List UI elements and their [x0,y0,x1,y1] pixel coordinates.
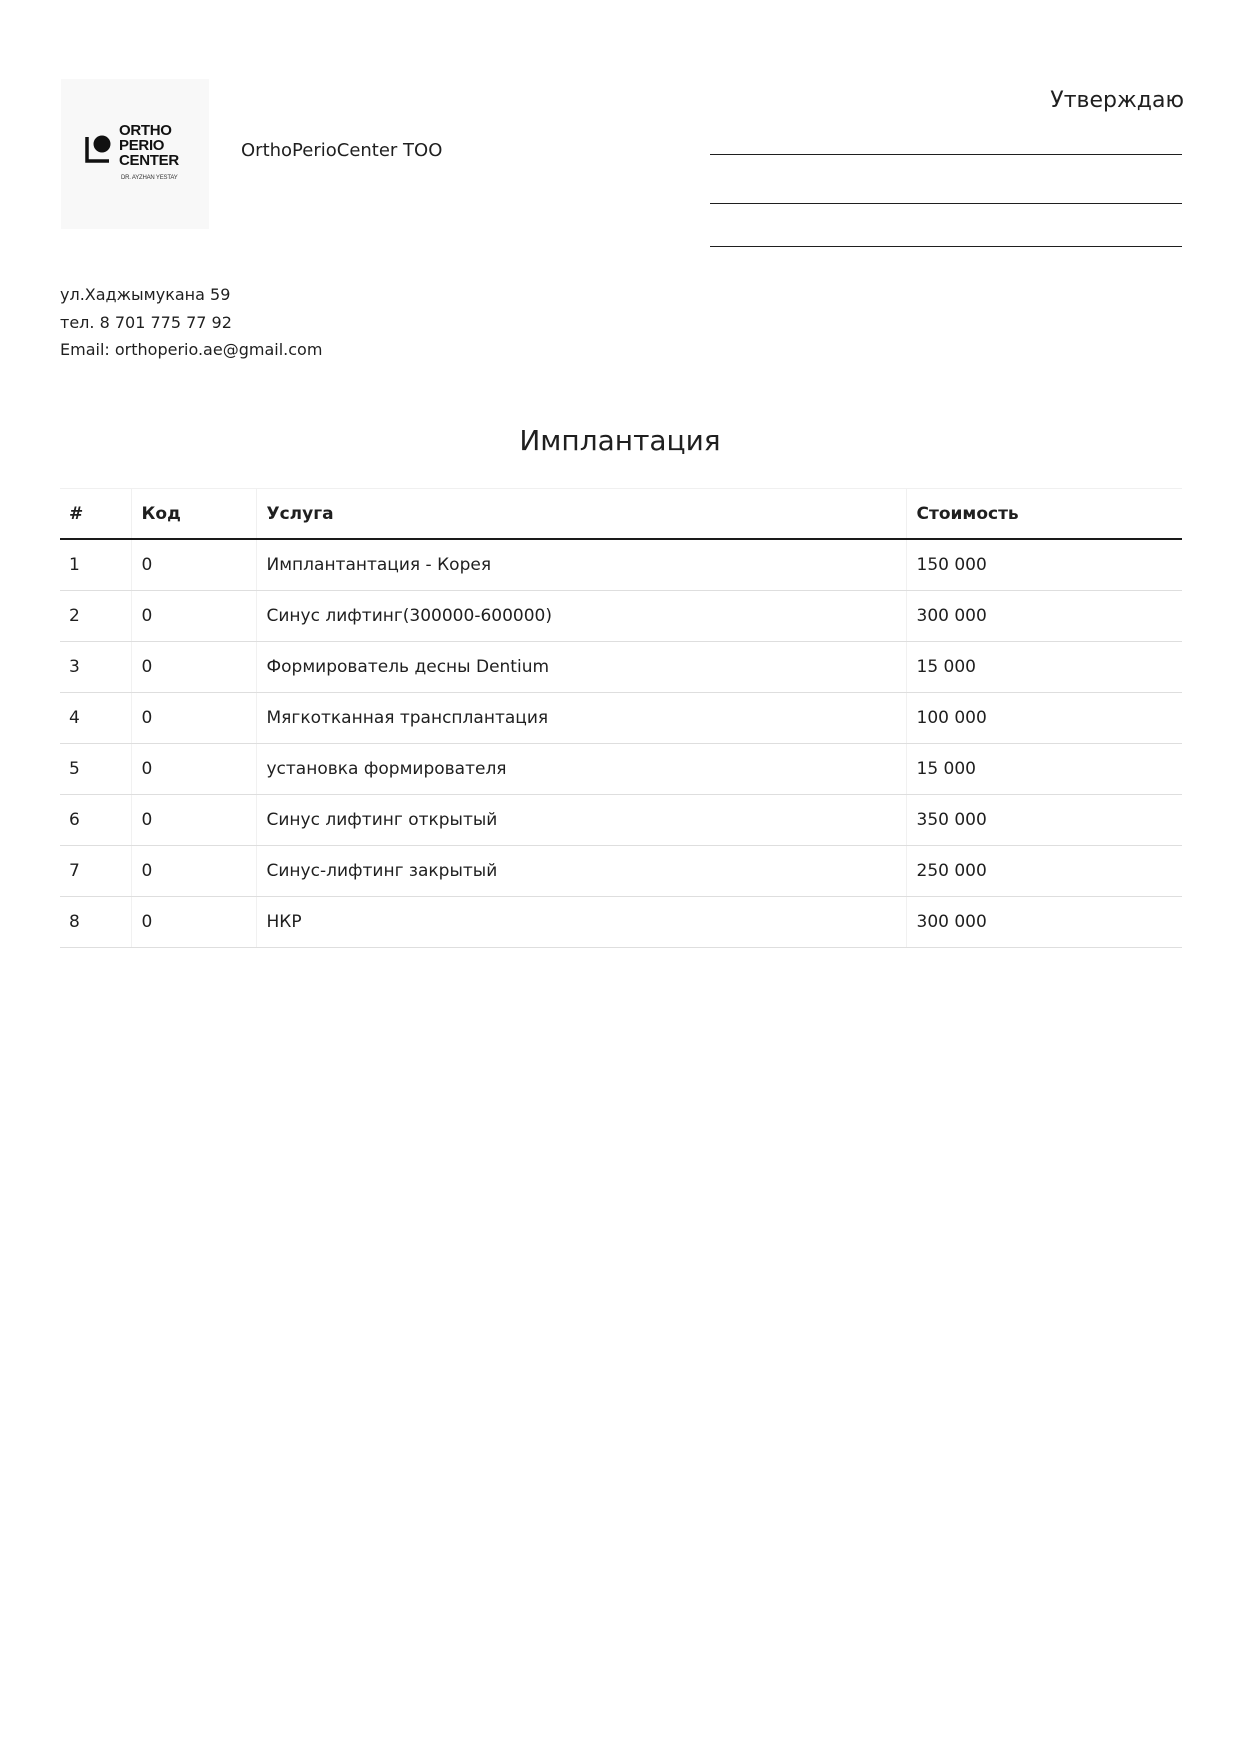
cell-service: Имплантантация - Корея [256,539,906,591]
price-table [60,488,1182,948]
cell-price: 250 000 [906,846,1182,897]
cell-code: 0 [131,539,256,591]
document-title: Имплантация [519,424,721,457]
table-row [60,846,1182,897]
logo-wordmark [119,123,179,168]
cell-price: 15 000 [906,642,1182,693]
logo-mark-icon [85,133,113,163]
column-header-number: # [60,489,131,540]
column-header-code: Код [131,489,256,540]
cell-number: 4 [60,693,131,744]
cell-code: 0 [131,897,256,948]
company-logo [61,79,209,229]
table-header-row [60,489,1182,540]
cell-number: 2 [60,591,131,642]
cell-code: 0 [131,591,256,642]
cell-number: 3 [60,642,131,693]
cell-service: Мягкотканная трансплантация [256,693,906,744]
phone: тел. 8 701 775 77 92 [60,312,232,332]
cell-number: 6 [60,795,131,846]
table-row [60,897,1182,948]
cell-service: Синус лифтинг открытый [256,795,906,846]
signature-line [710,203,1182,204]
table-row [60,642,1182,693]
cell-price: 350 000 [906,795,1182,846]
cell-price: 15 000 [906,744,1182,795]
email: Email: orthoperio.ae@gmail.com [60,340,323,359]
company-name: OrthoPerioCenter ТОО [241,140,443,161]
cell-number: 1 [60,539,131,591]
logo-line-1: ORTHO [119,122,172,139]
cell-code: 0 [131,744,256,795]
approval-title: Утверждаю [1050,88,1184,113]
cell-service: Формирователь десны Dentium [256,642,906,693]
logo-subline: DR. AYZHAN YESTAY [121,175,178,181]
cell-service: установка формирователя [256,744,906,795]
cell-service: Синус лифтинг(300000-600000) [256,591,906,642]
signature-line [710,154,1182,155]
cell-number: 7 [60,846,131,897]
cell-code: 0 [131,642,256,693]
column-header-price: Стоимость [906,489,1182,540]
cell-price: 150 000 [906,539,1182,591]
cell-number: 8 [60,897,131,948]
table-row [60,539,1182,591]
cell-price: 300 000 [906,591,1182,642]
cell-code: 0 [131,693,256,744]
cell-price: 100 000 [906,693,1182,744]
cell-price: 300 000 [906,897,1182,948]
contact-block [60,281,322,364]
cell-code: 0 [131,846,256,897]
cell-code: 0 [131,795,256,846]
cell-service: Синус-лифтинг закрытый [256,846,906,897]
column-header-service: Услуга [256,489,906,540]
address: ул.Хаджымукана 59 [60,285,231,304]
table-row [60,744,1182,795]
signature-line [710,246,1182,247]
table-row [60,693,1182,744]
cell-number: 5 [60,744,131,795]
logo-line-3: CENTER [119,152,179,169]
table-row [60,591,1182,642]
cell-service: НКР [256,897,906,948]
table-row [60,795,1182,846]
logo-line-2: PERIO [119,137,165,154]
